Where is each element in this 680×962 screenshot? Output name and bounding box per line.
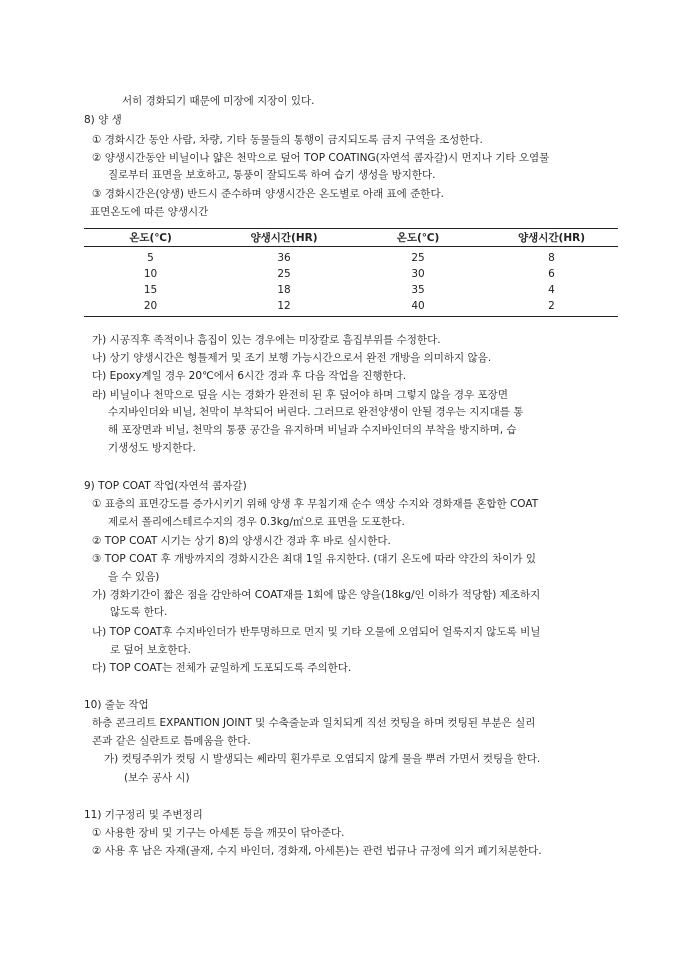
section-8-item-3: ③ 경화시간은(양생) 반드시 준수하며 양생시간은 온도별로 아래 표에 준한다. — [92, 188, 444, 200]
section-10-note: 가) 컷팅주위가 컷팅 시 발생되는 쎄라믹 흰가루로 오염되지 않게 물을 뿌려 가면서 컷팅을 한다. — [104, 753, 541, 765]
section-9-note-3: 다) TOP COAT는 전체가 균일하게 도포되도록 주의한다. — [92, 662, 352, 674]
section-9-item-3: ③ TOP COAT 후 개방까지의 경화시간은 최대 1일 유지한다. (대기 온도에 따라 약간의 차이가 있 — [92, 553, 537, 565]
section-8-note-1: 가) 시공직후 족적이나 흠집이 있는 경우에는 미장칼로 흠집부위를 수정한다. — [92, 334, 441, 346]
table-row — [84, 247, 618, 267]
section-10-body-cont: 콘과 같은 실란트로 틈메움을 한다. — [92, 735, 251, 747]
table-row — [84, 266, 618, 282]
table-cell: 25 — [411, 252, 425, 264]
curing-time-table — [84, 228, 618, 317]
section-9-note-1: 가) 경화기간이 짧은 점을 감안하여 COAT재를 1회에 많은 양을(18kg/인 이하가 적당함) 제조하지 — [92, 589, 541, 601]
table-cell: 12 — [217, 298, 351, 317]
table-header-cell: 양생시간(HR) — [485, 229, 618, 247]
table-header-cell: 온도(℃) — [84, 229, 217, 247]
table-cell: 18 — [277, 284, 291, 296]
section-10-heading: 10) 줄눈 작업 — [84, 699, 149, 711]
table-header-row — [84, 229, 618, 247]
table-cell: 2 — [485, 298, 618, 317]
section-8-note-4: 라) 비닐이나 천막으로 덮을 시는 경화가 완전히 된 후 덮어야 하며 그렇지 않을 경우 포장면 — [92, 389, 508, 401]
section-10-body: 하층 콘크리트 EXPANTION JOINT 및 수축줄눈과 일치되게 직선 컷팅을 하며 컷팅된 부분은 실리 — [92, 717, 536, 729]
section-8-note-4-cont: 수지바인더와 비닐, 천막이 부착되어 버린다. 그러므로 완전양생이 안될 경우는 지지대를 통 — [108, 406, 524, 418]
section-8-note-3: 다) Epoxy계일 경우 20℃에서 6시간 경과 후 다음 작업을 진행한다. — [92, 370, 407, 382]
table-cell: 30 — [411, 268, 425, 280]
table-cell: 5 — [147, 252, 154, 264]
section-9-note-2-cont: 로 덮어 보호한다. — [110, 644, 192, 656]
section-8-item-2: ② 양생시간동안 비닐이나 얇은 천막으로 덮어 TOP COATING(자연석 콤자갈)시 먼지나 기타 오염물 — [92, 152, 550, 164]
table-cell: 10 — [143, 268, 158, 280]
section-11-item-2: ② 사용 후 남은 자재(골재, 수지 바인더, 경화재, 아세톤)는 관련 법규나 규정에 의거 폐기처분한다. — [92, 845, 542, 857]
section-8-heading: 8) 양 생 — [84, 114, 122, 126]
section-9-item-2: ② TOP COAT 시기는 상기 8)의 양생시간 경과 후 바로 실시한다. — [92, 535, 391, 547]
table-cell: 6 — [548, 268, 555, 280]
section-8-note-4-cont: 해 포장면과 비닐, 천막의 통풍 공간을 유지하며 비닐과 수지바인더의 부착을 방지하며, 습 — [108, 424, 517, 436]
table-cell: 4 — [548, 284, 555, 296]
table-caption: 표면온도에 따른 양생시간 — [90, 206, 209, 218]
section-11-item-1: ① 사용한 장비 및 기구는 아세톤 등을 깨끗이 닦아준다. — [92, 827, 345, 839]
section-8-note-2: 나) 상기 양생시간은 형틀제거 및 조기 보행 가능시간으로서 완전 개방을 의미하지 않음. — [92, 352, 492, 364]
section-9-note-2: 나) TOP COAT후 수지바인더가 반투명하므로 먼지 및 기타 오물에 오염되어 얼룩지지 않도록 비닐 — [92, 626, 541, 638]
table-cell: 8 — [548, 252, 555, 264]
table-header-cell: 양생시간(HR) — [217, 229, 351, 247]
section-8-note-4-cont: 기생성도 방지한다. — [108, 442, 196, 454]
table-cell: 40 — [351, 298, 485, 317]
section-9-heading: 9) TOP COAT 작업(자연석 콤자갈) — [84, 480, 247, 492]
table-cell: 20 — [84, 298, 217, 317]
section-11-heading: 11) 기구정리 및 주변정리 — [84, 809, 203, 821]
table-cell: 25 — [277, 268, 291, 280]
table-header-cell: 온도(℃) — [351, 229, 485, 247]
section-9-note-1-cont: 않도록 한다. — [110, 606, 168, 618]
section-9-item-3-cont: 을 수 있음) — [108, 571, 160, 583]
section-10-note-cont: (보수 공사 시) — [124, 772, 190, 784]
section-9-item-1-cont: 제로서 폴리에스테르수지의 경우 0.3kg/㎡으로 표면을 도포한다. — [108, 516, 405, 528]
table-row — [84, 298, 618, 317]
table-row — [84, 282, 618, 298]
table-cell: 15 — [143, 284, 158, 296]
table-cell: 35 — [411, 284, 425, 296]
section-8-item-2-cont: 질로부터 표면을 보호하고, 통풍이 잘되도록 하여 습기 생성을 방지한다. — [108, 169, 436, 181]
table-cell: 36 — [277, 252, 291, 264]
section-9-item-1: ① 표층의 표면강도를 증가시키기 위해 양생 후 무침기재 순수 액상 수지와 경화재를 혼합한 COAT — [92, 498, 539, 510]
intro-line: 서히 경화되기 때문에 미장에 지장이 있다. — [122, 95, 315, 107]
section-8-item-1: ① 경화시간 동안 사람, 차량, 기타 동물들의 통행이 금지되도록 금지 구역을 조성한다. — [92, 134, 483, 146]
